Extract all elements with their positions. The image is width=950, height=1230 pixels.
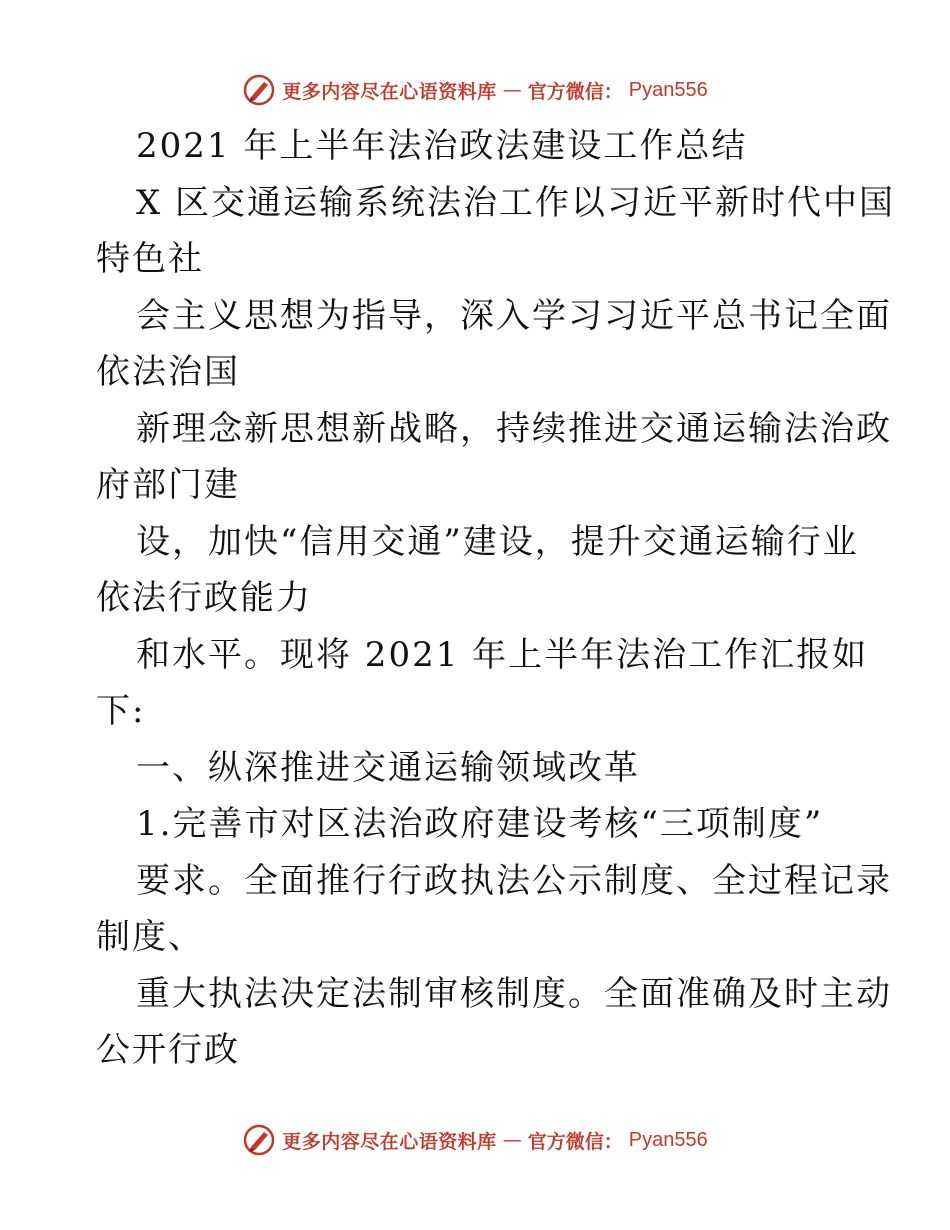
subsection-heading: 1.完善市对区法治政府建设考核“三项制度” [136, 804, 824, 844]
paragraph-line: 会主义思想为指导，深入学习习近平总书记全面 [136, 295, 892, 336]
banner-wechat-id: Pyan556 [628, 1128, 708, 1151]
paragraph-line: 制度、 [96, 917, 204, 957]
banner-text: 更多内容尽在心语资料库 [282, 1130, 497, 1153]
document-body [96, 118, 896, 1079]
banner-dash: — [502, 1129, 522, 1151]
paragraph-line: 府部门建 [96, 465, 240, 505]
paragraph-line: 设，加快“信用交通”建设，提升交通运输行业 [136, 521, 859, 562]
banner-wechat-id: Pyan556 [628, 78, 708, 101]
paragraph-line: 依法行政能力 [96, 578, 312, 618]
paragraph-line: 下: [96, 691, 146, 731]
banner-wechat-label: 官方微信： [527, 1130, 623, 1153]
footer-banner [0, 1120, 950, 1160]
paragraph-line: 依法治国 [96, 352, 240, 392]
banner-dash: — [502, 79, 522, 101]
paragraph-line: 要求。全面推行行政执法公示制度、全过程记录 [136, 860, 892, 901]
pen-logo-icon [242, 73, 276, 107]
header-banner [0, 70, 950, 110]
paragraph-line: 公开行政 [96, 1030, 240, 1070]
section-heading: 一、纵深推进交通运输领域改革 [136, 747, 640, 788]
banner-text: 更多内容尽在心语资料库 [282, 80, 497, 103]
banner-wechat-label: 官方微信： [527, 80, 623, 103]
paragraph-line: 特色社 [96, 239, 204, 279]
paragraph-line: 新理念新思想新战略，持续推进交通运输法治政 [136, 408, 892, 449]
paragraph-line: 重大执法决定法制审核制度。全面准确及时主动 [136, 973, 892, 1014]
document-title: 2021 年上半年法治政法建设工作总结 [136, 126, 748, 166]
paragraph-line: X 区交通运输系统法治工作以习近平新时代中国 [136, 182, 896, 223]
paragraph-line: 和水平。现将 2021 年上半年法治工作汇报如 [136, 634, 869, 675]
pen-logo-icon [242, 1123, 276, 1157]
